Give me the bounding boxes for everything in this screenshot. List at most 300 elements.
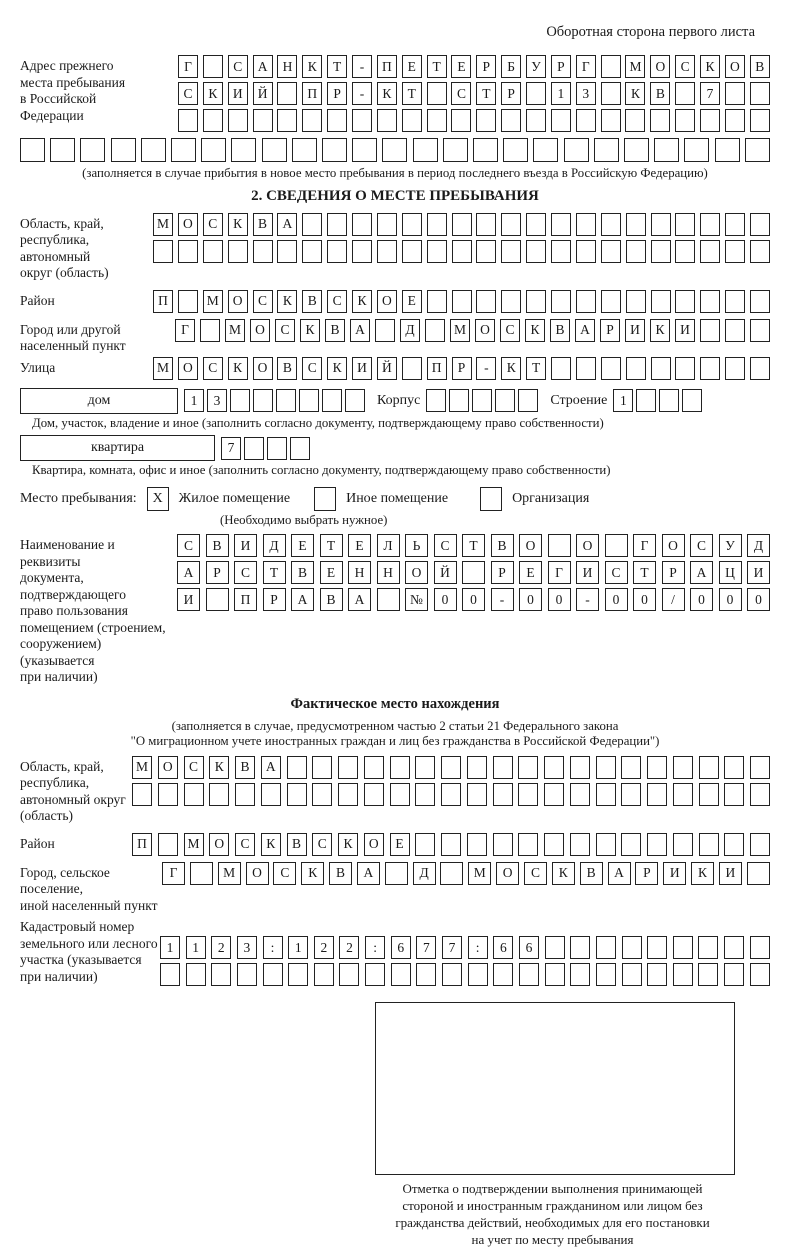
char-cell: И: [625, 319, 645, 342]
char-cell: [601, 357, 621, 380]
char-cell: 6: [391, 936, 411, 959]
char-cell: [364, 783, 384, 806]
char-cell: [725, 240, 745, 263]
char-cell: [725, 213, 745, 236]
char-cell: 3: [576, 82, 596, 105]
char-cell: [365, 963, 385, 986]
organization-checkbox: [480, 487, 502, 511]
char-cell: Й: [377, 357, 397, 380]
stay-option-organization: [480, 487, 589, 511]
char-cell: О: [662, 534, 685, 557]
char-cell: [253, 109, 273, 132]
actual-district-row: [132, 833, 770, 856]
char-cell: 7: [221, 437, 241, 460]
char-cell: В: [291, 561, 314, 584]
prev-address-row-2: [178, 82, 770, 105]
char-cell: К: [228, 357, 248, 380]
char-cell: [287, 756, 307, 779]
char-cell: С: [675, 55, 695, 78]
char-cell: К: [209, 756, 229, 779]
char-cell: [675, 109, 695, 132]
char-cell: [476, 213, 496, 236]
region-row-2: [153, 240, 770, 263]
stroenie-cells: [613, 389, 702, 412]
char-cell: [178, 290, 198, 313]
char-cell: 1: [186, 936, 206, 959]
char-cell: [427, 82, 447, 105]
char-cell: 2: [211, 936, 231, 959]
char-cell: К: [302, 55, 322, 78]
char-cell: [724, 963, 744, 986]
char-cell: [576, 109, 596, 132]
char-cell: [518, 783, 538, 806]
char-cell: В: [320, 588, 343, 611]
actual-city-row: [162, 862, 770, 885]
char-cell: П: [377, 55, 397, 78]
char-cell: О: [405, 561, 428, 584]
char-cell: [160, 963, 180, 986]
char-cell: Л: [377, 534, 400, 557]
char-cell: М: [203, 290, 223, 313]
city-row: [175, 319, 770, 342]
char-cell: [476, 240, 496, 263]
char-cell: Е: [519, 561, 542, 584]
char-cell: [518, 756, 538, 779]
char-cell: [700, 290, 720, 313]
char-cell: [230, 389, 250, 412]
char-cell: И: [675, 319, 695, 342]
char-cell: [416, 963, 436, 986]
char-cell: В: [325, 319, 345, 342]
char-cell: [725, 319, 745, 342]
char-cell: [203, 240, 223, 263]
char-cell: [699, 833, 719, 856]
char-cell: О: [158, 756, 178, 779]
char-cell: [503, 138, 528, 162]
char-cell: [551, 290, 571, 313]
char-cell: [390, 756, 410, 779]
char-cell: [153, 240, 173, 263]
char-cell: 0: [690, 588, 713, 611]
char-cell: А: [253, 55, 273, 78]
char-cell: [415, 756, 435, 779]
char-cell: :: [263, 936, 283, 959]
char-cell: 2: [314, 936, 334, 959]
char-cell: [501, 290, 521, 313]
cadastral-label: Кадастровый номер земельного или лесного участка (указывается при наличии): [20, 919, 158, 984]
char-cell: [338, 783, 358, 806]
char-cell: М: [450, 319, 470, 342]
char-cell: [750, 783, 770, 806]
char-cell: А: [690, 561, 713, 584]
char-cell: Р: [491, 561, 514, 584]
char-cell: С: [434, 534, 457, 557]
char-cell: С: [184, 756, 204, 779]
char-cell: М: [184, 833, 204, 856]
char-cell: Н: [277, 55, 297, 78]
char-cell: [277, 109, 297, 132]
char-cell: [750, 109, 770, 132]
char-cell: О: [250, 319, 270, 342]
char-cell: В: [550, 319, 570, 342]
char-cell: [402, 357, 422, 380]
char-cell: [290, 437, 310, 460]
char-cell: С: [275, 319, 295, 342]
char-cell: К: [625, 82, 645, 105]
char-cell: С: [500, 319, 520, 342]
char-cell: Р: [600, 319, 620, 342]
char-cell: [338, 756, 358, 779]
char-cell: 3: [237, 936, 257, 959]
char-cell: [178, 240, 198, 263]
char-cell: [659, 389, 679, 412]
char-cell: С: [178, 82, 198, 105]
document-block: [20, 534, 770, 686]
char-cell: П: [153, 290, 173, 313]
char-cell: С: [228, 55, 248, 78]
char-cell: [391, 963, 411, 986]
char-cell: О: [209, 833, 229, 856]
char-cell: О: [178, 213, 198, 236]
char-cell: М: [218, 862, 241, 885]
char-cell: К: [228, 213, 248, 236]
char-cell: [473, 138, 498, 162]
char-cell: [288, 963, 308, 986]
stroenie-label: Строение: [550, 392, 608, 408]
actual-region-label: Область, край, республика, автономный округ (область): [20, 758, 126, 823]
char-cell: С: [312, 833, 332, 856]
char-cell: [621, 833, 641, 856]
char-cell: [651, 213, 671, 236]
char-cell: [427, 290, 447, 313]
char-cell: [551, 213, 571, 236]
char-cell: [647, 963, 667, 986]
char-cell: [20, 138, 45, 162]
char-cell: 7: [700, 82, 720, 105]
char-cell: [322, 138, 347, 162]
char-cell: [570, 783, 590, 806]
char-cell: [452, 290, 472, 313]
other-premises-checkbox: [314, 487, 336, 511]
char-cell: Г: [175, 319, 195, 342]
char-cell: П: [427, 357, 447, 380]
char-cell: [476, 290, 496, 313]
char-cell: -: [476, 357, 496, 380]
char-cell: [493, 783, 513, 806]
char-cell: [750, 833, 770, 856]
char-cell: [493, 833, 513, 856]
char-cell: [647, 756, 667, 779]
document-row-1: [177, 534, 770, 557]
char-cell: [526, 213, 546, 236]
char-cell: [675, 213, 695, 236]
char-cell: К: [327, 357, 347, 380]
char-cell: С: [253, 290, 273, 313]
char-cell: [302, 240, 322, 263]
char-cell: [647, 936, 667, 959]
char-cell: Р: [476, 55, 496, 78]
char-cell: [601, 213, 621, 236]
char-cell: В: [302, 290, 322, 313]
char-cell: №: [405, 588, 428, 611]
char-cell: Д: [413, 862, 436, 885]
char-cell: К: [700, 55, 720, 78]
char-cell: [700, 109, 720, 132]
char-cell: [231, 138, 256, 162]
stay-type-label: Место пребывания:: [20, 490, 137, 506]
char-cell: [184, 783, 204, 806]
char-cell: [725, 290, 745, 313]
char-cell: К: [377, 82, 397, 105]
char-cell: [750, 936, 770, 959]
char-cell: [441, 783, 461, 806]
char-cell: [158, 783, 178, 806]
char-cell: О: [178, 357, 198, 380]
char-cell: Р: [551, 55, 571, 78]
char-cell: [544, 833, 564, 856]
prev-address-row-1: [178, 55, 770, 78]
char-cell: Н: [377, 561, 400, 584]
char-cell: 0: [719, 588, 742, 611]
char-cell: У: [719, 534, 742, 557]
char-cell: [601, 82, 621, 105]
char-cell: В: [206, 534, 229, 557]
char-cell: К: [203, 82, 223, 105]
char-cell: [501, 213, 521, 236]
char-cell: [651, 240, 671, 263]
char-cell: 0: [462, 588, 485, 611]
char-cell: [750, 756, 770, 779]
char-cell: [493, 963, 513, 986]
char-cell: С: [234, 561, 257, 584]
stamp-caption: Отметка о подтверждении выполнения принимающей стороной и иностранным гражданином или лицом без гражданства действий, необходимых для его постановки на учет по месту пребывания: [395, 1181, 710, 1247]
char-cell: 1: [288, 936, 308, 959]
stay-type-note: (Необходимо выбрать нужное): [220, 512, 388, 527]
char-cell: И: [234, 534, 257, 557]
char-cell: А: [261, 756, 281, 779]
char-cell: С: [524, 862, 547, 885]
street-label: Улица: [20, 359, 56, 375]
char-cell: [700, 213, 720, 236]
char-cell: :: [468, 936, 488, 959]
char-cell: 0: [633, 588, 656, 611]
char-cell: [385, 862, 408, 885]
char-cell: [427, 109, 447, 132]
char-cell: В: [650, 82, 670, 105]
char-cell: [427, 240, 447, 263]
house-row: [20, 388, 770, 414]
char-cell: И: [177, 588, 200, 611]
char-cell: [605, 534, 628, 557]
char-cell: М: [625, 55, 645, 78]
char-cell: Р: [327, 82, 347, 105]
char-cell: [596, 783, 616, 806]
char-cell: О: [364, 833, 384, 856]
char-cell: [352, 213, 372, 236]
char-cell: [277, 240, 297, 263]
char-cell: [441, 833, 461, 856]
char-cell: [650, 109, 670, 132]
char-cell: [132, 783, 152, 806]
char-cell: 0: [605, 588, 628, 611]
char-cell: [50, 138, 75, 162]
char-cell: Р: [635, 862, 658, 885]
char-cell: [452, 240, 472, 263]
char-cell: М: [225, 319, 245, 342]
char-cell: [452, 213, 472, 236]
char-cell: О: [475, 319, 495, 342]
char-cell: [228, 240, 248, 263]
char-cell: [519, 963, 539, 986]
char-cell: [141, 138, 166, 162]
char-cell: [327, 109, 347, 132]
char-cell: А: [350, 319, 370, 342]
char-cell: Т: [320, 534, 343, 557]
char-cell: [725, 82, 745, 105]
char-cell: Т: [427, 55, 447, 78]
char-cell: [651, 290, 671, 313]
char-cell: [576, 290, 596, 313]
char-cell: Т: [476, 82, 496, 105]
char-cell: Т: [633, 561, 656, 584]
char-cell: К: [552, 862, 575, 885]
char-cell: К: [352, 290, 372, 313]
char-cell: С: [327, 290, 347, 313]
char-cell: С: [273, 862, 296, 885]
char-cell: [413, 138, 438, 162]
char-cell: С: [177, 534, 200, 557]
char-cell: [747, 862, 770, 885]
cadastral-row-1: [160, 936, 770, 959]
korpus-label: Корпус: [377, 392, 421, 408]
char-cell: Е: [402, 55, 422, 78]
char-cell: [621, 756, 641, 779]
char-cell: 0: [548, 588, 571, 611]
region-block: [20, 213, 770, 282]
char-cell: Н: [348, 561, 371, 584]
char-cell: М: [153, 213, 173, 236]
char-cell: Г: [548, 561, 571, 584]
char-cell: С: [690, 534, 713, 557]
char-cell: А: [575, 319, 595, 342]
apartment-note: Квартира, комната, офис и иное (заполнить согласно документу, подтверждающему право собственности): [32, 463, 611, 477]
actual-region-block: [20, 756, 770, 825]
actual-city-block: [20, 862, 770, 915]
char-cell: [518, 389, 538, 412]
char-cell: Е: [291, 534, 314, 557]
char-cell: [427, 213, 447, 236]
house-cells: [184, 389, 365, 412]
char-cell: [377, 213, 397, 236]
char-cell: [626, 290, 646, 313]
char-cell: Е: [451, 55, 471, 78]
char-cell: В: [253, 213, 273, 236]
char-cell: [80, 138, 105, 162]
char-cell: Р: [452, 357, 472, 380]
region-cells: [153, 213, 770, 267]
char-cell: Г: [576, 55, 596, 78]
char-cell: [493, 756, 513, 779]
char-cell: /: [662, 588, 685, 611]
char-cell: [352, 109, 372, 132]
char-cell: [725, 109, 745, 132]
char-cell: [699, 783, 719, 806]
char-cell: С: [235, 833, 255, 856]
char-cell: [443, 138, 468, 162]
char-cell: К: [301, 862, 324, 885]
char-cell: [200, 319, 220, 342]
char-cell: [564, 138, 589, 162]
char-cell: Р: [206, 561, 229, 584]
document-row-3: [177, 588, 770, 611]
char-cell: [390, 783, 410, 806]
char-cell: О: [253, 357, 273, 380]
char-cell: [533, 138, 558, 162]
char-cell: [158, 833, 178, 856]
char-cell: [624, 138, 649, 162]
char-cell: [622, 963, 642, 986]
char-cell: [622, 936, 642, 959]
char-cell: [327, 240, 347, 263]
char-cell: [375, 319, 395, 342]
char-cell: [203, 55, 223, 78]
char-cell: [570, 833, 590, 856]
char-cell: [292, 138, 317, 162]
char-cell: А: [291, 588, 314, 611]
char-cell: [626, 357, 646, 380]
char-cell: [425, 319, 445, 342]
char-cell: [287, 783, 307, 806]
char-cell: [262, 138, 287, 162]
char-cell: В: [750, 55, 770, 78]
char-cell: М: [468, 862, 491, 885]
char-cell: [449, 389, 469, 412]
residential-checkbox: X: [147, 487, 169, 511]
char-cell: [526, 240, 546, 263]
char-cell: О: [519, 534, 542, 557]
char-cell: Т: [402, 82, 422, 105]
char-cell: 6: [493, 936, 513, 959]
char-cell: [277, 82, 297, 105]
char-cell: [467, 756, 487, 779]
char-cell: У: [526, 55, 546, 78]
char-cell: [750, 290, 770, 313]
char-cell: [570, 936, 590, 959]
char-cell: [472, 389, 492, 412]
prev-address-row-3: [178, 109, 770, 132]
char-cell: [111, 138, 136, 162]
char-cell: [253, 389, 273, 412]
char-cell: О: [650, 55, 670, 78]
char-cell: [312, 756, 332, 779]
char-cell: [322, 389, 342, 412]
char-cell: [302, 109, 322, 132]
char-cell: А: [348, 588, 371, 611]
char-cell: [526, 290, 546, 313]
document-label: Наименование и реквизиты документа, подтверждающего право пользования помещением (строением, сооружением) (указывается при наличии): [20, 537, 166, 684]
char-cell: [576, 357, 596, 380]
prev-address-row-4: [20, 138, 770, 162]
house-box-label: дом: [20, 388, 178, 414]
char-cell: [402, 240, 422, 263]
char-cell: [402, 109, 422, 132]
char-cell: [495, 389, 515, 412]
char-cell: [468, 963, 488, 986]
region-row-1: [153, 213, 770, 236]
char-cell: С: [203, 213, 223, 236]
other-premises-label: Иное помещение: [346, 490, 449, 506]
char-cell: [570, 963, 590, 986]
